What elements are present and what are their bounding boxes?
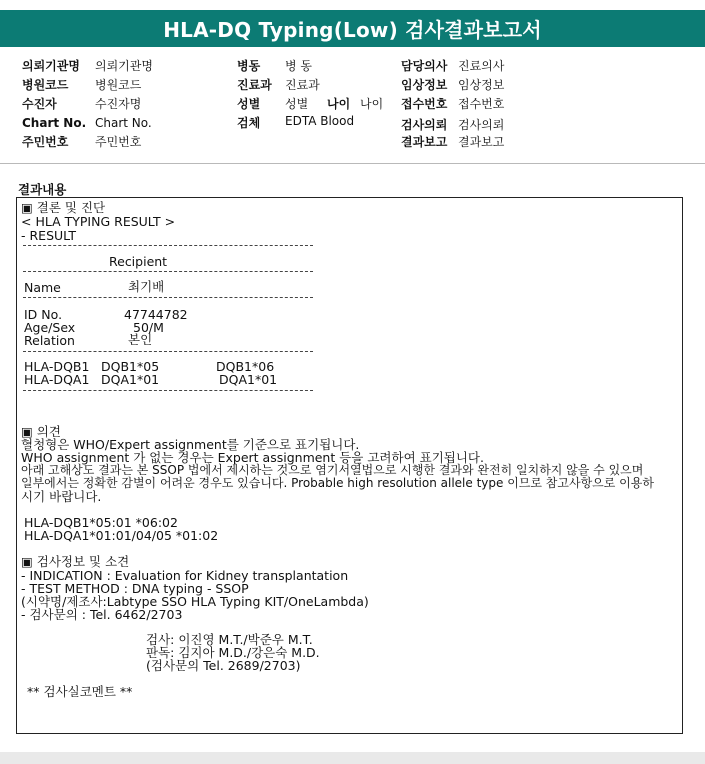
signature-line: (검사문의 Tel. 2689/2703) bbox=[146, 658, 301, 673]
agesex-label: Age/Sex bbox=[24, 320, 76, 335]
field-value: 수진자명 bbox=[95, 97, 142, 111]
field-value: 병원코드 bbox=[95, 78, 142, 92]
opinion-line: 혈청형은 WHO/Expert assignment를 기준으로 표기됩니다. bbox=[21, 437, 360, 452]
opinion-heading: ▣ 의견 bbox=[21, 424, 61, 439]
field-value: 진료과 bbox=[285, 78, 320, 92]
report-title: HLA-DQ Typing(Low) 검사결과보고서 bbox=[0, 10, 705, 47]
field-label: 검사의뢰 bbox=[401, 118, 448, 132]
conclusion-heading: ▣ 결론 및 진단 bbox=[21, 200, 106, 215]
field-label: 의뢰기관명 bbox=[22, 59, 80, 73]
relation-label: Relation bbox=[24, 333, 75, 348]
typing-result-header: < HLA TYPING RESULT > bbox=[21, 214, 176, 229]
dqb1-allele-1: DQB1*05 bbox=[101, 359, 160, 374]
field-label: 성별 bbox=[237, 97, 261, 111]
info-heading: ▣ 검사정보 및 소견 bbox=[21, 554, 130, 569]
dashed-divider bbox=[23, 351, 313, 352]
id-value: 47744782 bbox=[124, 307, 188, 322]
field-value: 진료의사 bbox=[458, 59, 505, 73]
field-value: Chart No. bbox=[95, 116, 152, 130]
info-line: - 검사문의 : Tel. 6462/2703 bbox=[21, 607, 183, 622]
field-label: 접수번호 bbox=[401, 97, 448, 111]
signature-line: 검사: 이진영 M.T./박준우 M.T. bbox=[146, 632, 313, 647]
opinion-line: 일부에서는 정확한 감별이 어려운 경우도 있습니다. Probable high resolution allele type 이므로 참고사항으로 이용하 bbox=[21, 476, 654, 490]
field-label: 결과보고 bbox=[401, 135, 448, 149]
field-value: 임상정보 bbox=[458, 78, 505, 92]
field-value: 성별 bbox=[285, 97, 309, 111]
bottom-strip bbox=[0, 752, 705, 764]
dashed-divider bbox=[23, 271, 313, 272]
name-value: 최기배 bbox=[128, 279, 165, 294]
info-line: - INDICATION : Evaluation for Kidney transplantation bbox=[21, 568, 349, 583]
opinion-line: 시기 바랍니다. bbox=[21, 489, 102, 504]
name-label: Name bbox=[24, 280, 61, 295]
field-value: 나이 bbox=[360, 97, 384, 111]
info-line: (시약명/제조사:Labtype SSO HLA Typing KIT/OneLambda) bbox=[21, 594, 369, 609]
dqb1-label: HLA-DQB1 bbox=[24, 359, 90, 374]
field-label: 임상정보 bbox=[401, 78, 448, 92]
info-line: - TEST METHOD : DNA typing - SSOP bbox=[21, 581, 249, 596]
highres-dqb1: HLA-DQB1*05:01 *06:02 bbox=[24, 515, 178, 530]
agesex-value: 50/M bbox=[133, 320, 164, 335]
opinion-line: WHO assignment 가 없는 경우는 Expert assignment 등을 고려하여 표기됩니다. bbox=[21, 450, 484, 465]
dqa1-allele-2: DQA1*01 bbox=[219, 372, 278, 387]
header-separator bbox=[0, 163, 705, 164]
result-label: - RESULT bbox=[21, 228, 77, 243]
lab-comment: ** 검사실코멘트 ** bbox=[27, 684, 133, 699]
signature-line: 판독: 김지아 M.D./강은숙 M.D. bbox=[146, 645, 320, 660]
field-value: 검사의뢰 bbox=[458, 118, 505, 132]
field-label: 검체 bbox=[237, 116, 261, 130]
field-value: 주민번호 bbox=[95, 135, 142, 149]
field-label: 주민번호 bbox=[22, 135, 69, 149]
recipient-header: Recipient bbox=[109, 254, 168, 269]
field-label: 병원코드 bbox=[22, 78, 69, 92]
dashed-divider bbox=[23, 390, 313, 391]
id-label: ID No. bbox=[24, 307, 63, 322]
field-label: Chart No. bbox=[22, 116, 87, 130]
field-value: 의뢰기관명 bbox=[95, 59, 153, 73]
field-value: EDTA Blood bbox=[285, 114, 355, 128]
opinion-line: 아래 고해상도 결과는 본 SSOP 법에서 제시하는 것으로 염기서열법으로 시행한 결과와 완전히 일치하지 않을 수 있으며 bbox=[21, 463, 644, 477]
field-label: 담당의사 bbox=[401, 59, 448, 73]
result-section-label: 결과내용 bbox=[18, 182, 67, 197]
field-label: 병동 bbox=[237, 59, 261, 73]
dqa1-label: HLA-DQA1 bbox=[24, 372, 90, 387]
field-label: 진료과 bbox=[237, 78, 272, 92]
field-label: 수진자 bbox=[22, 97, 57, 111]
field-value: 결과보고 bbox=[458, 135, 505, 149]
relation-value: 본인 bbox=[128, 332, 153, 347]
field-value: 접수번호 bbox=[458, 97, 505, 111]
highres-dqa1: HLA-DQA1*01:01/04/05 *01:02 bbox=[24, 528, 219, 543]
dashed-divider bbox=[23, 245, 313, 246]
result-content-box bbox=[16, 197, 683, 734]
dqb1-allele-2: DQB1*06 bbox=[216, 359, 275, 374]
dqa1-allele-1: DQA1*01 bbox=[101, 372, 160, 387]
field-value: 병 동 bbox=[285, 59, 312, 73]
field-label: 나이 bbox=[327, 97, 351, 111]
dashed-divider bbox=[23, 297, 313, 298]
